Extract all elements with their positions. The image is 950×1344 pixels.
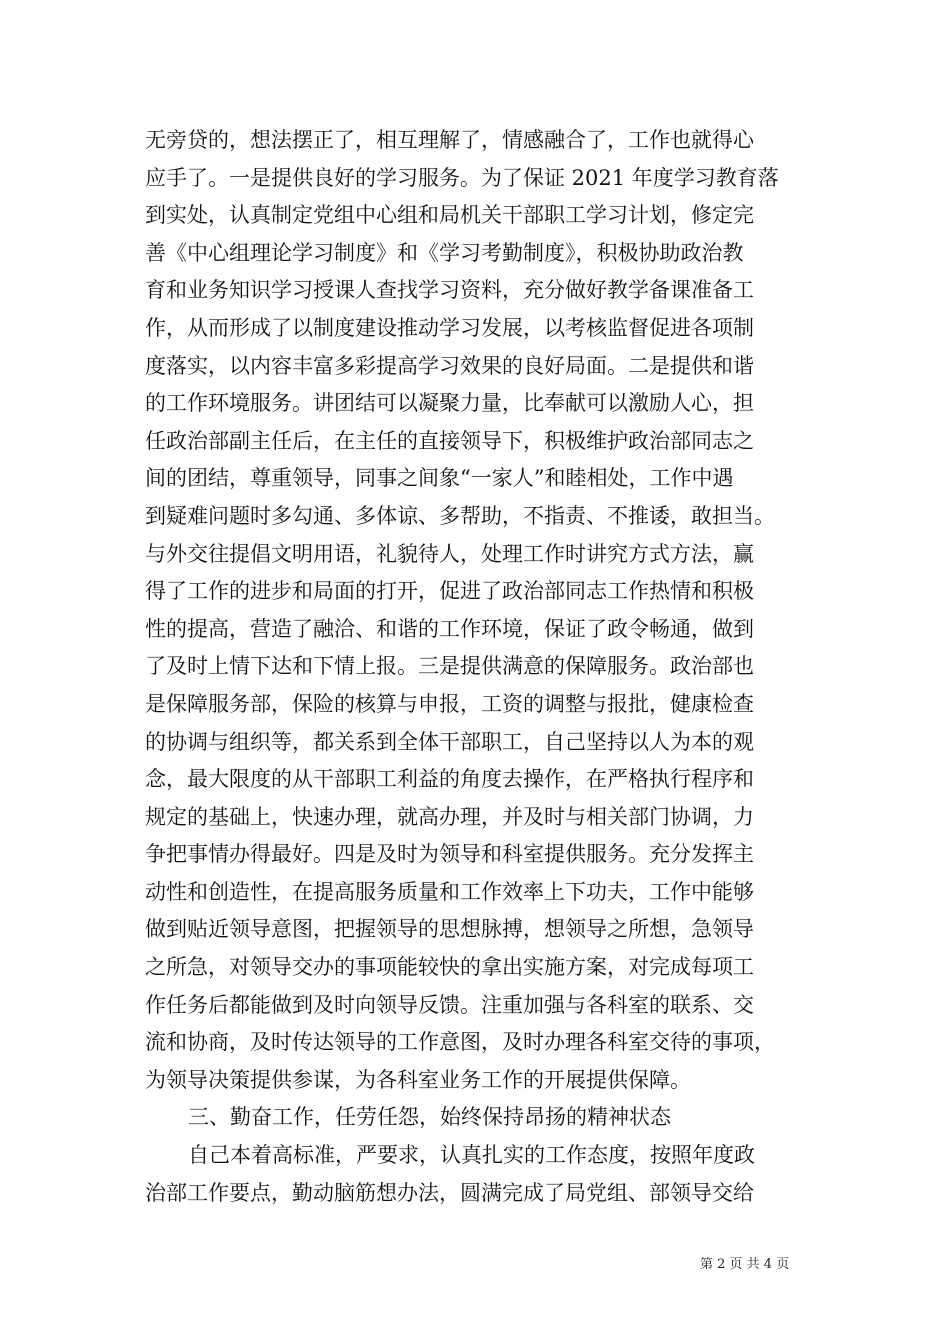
text-line: 做到贴近领导意图，把握领导的思想脉搏，想领导之所想，急领导 <box>145 917 754 942</box>
text-line: 治部工作要点，勤动脑筋想办法，圆满完成了局党组、部领导交给 <box>145 1180 754 1205</box>
text-line: 间的团结，尊重领导，同事之间象“一家人”和睦相处，工作中遇 <box>145 466 734 491</box>
text-line: 得了工作的进步和局面的打开，促进了政治部同志工作热情和积极 <box>145 579 754 604</box>
page-number-footer: 第 2 页 共 4 页 <box>700 1257 790 1272</box>
text-line: 规定的基础上，快速办理，就高办理，并及时与相关部门协调，力 <box>145 804 754 829</box>
text-line: 作，从而形成了以制度建设推动学习发展，以考核监督促进各项制 <box>145 315 754 340</box>
text-line: 念，最大限度的从干部职工利益的角度去操作，在严格执行程序和 <box>145 767 754 792</box>
text-line: 到实处，认真制定党组中心组和局机关干部职工学习计划，修定完 <box>145 203 754 228</box>
text-line: 流和协商，及时传达领导的工作意图，及时办理各科室交待的事项， <box>145 1030 775 1055</box>
text-line: 的协调与组织等，都关系到全体干部职工，自己坚持以人为本的观 <box>145 729 754 754</box>
text-line: 是保障服务部，保险的核算与申报，工资的调整与报批，健康检查 <box>145 691 754 716</box>
text-line: 争把事情办得最好。四是及时为领导和科室提供服务。充分发挥主 <box>145 842 754 867</box>
text-line: 了及时上情下达和下情上报。三是提供满意的保障服务。政治部也 <box>145 654 754 679</box>
text-line: 性的提高，营造了融洽、和谐的工作环境，保证了政令畅通，做到 <box>145 616 754 641</box>
text-line: 度落实，以内容丰富多彩提高学习效果的良好局面。二是提供和谐 <box>145 353 754 378</box>
text-line: 为领导决策提供参谋，为各科室业务工作的开展提供保障。 <box>145 1067 691 1092</box>
text-line: 育和业务知识学习授课人查找学习资料，充分做好教学备课准备工 <box>145 278 754 303</box>
text-line: 自己本着高标准，严要求，认真扎实的工作态度，按照年度政 <box>188 1143 755 1168</box>
text-line: 与外交往提倡文明用语，礼貌待人，处理工作时讲究方式方法，赢 <box>145 541 754 566</box>
text-line: 到疑难问题时多勾通、多体谅、多帮助，不指责、不推诿，敢担当。 <box>145 503 775 528</box>
body-text <box>145 122 825 1212</box>
text-line: 善《中心组理论学习制度》和《学习考勤制度》，积极协助政治教 <box>145 240 744 265</box>
text-line: 无旁贷的，想法摆正了，相互理解了，情感融合了，工作也就得心 <box>145 128 754 152</box>
section-heading: 三、勤奋工作，任劳任怨，始终保持昂扬的精神状态 <box>188 1105 671 1130</box>
text-line: 应手了。一是提供良好的学习服务。为了保证 2021 年度学习教育落 <box>145 165 779 190</box>
text-line: 任政治部副主任后，在主任的直接领导下，积极维护政治部同志之 <box>145 428 754 453</box>
text-line: 作任务后都能做到及时向领导反馈。注重加强与各科室的联系、交 <box>145 992 754 1017</box>
text-line: 动性和创造性，在提高服务质量和工作效率上下功夫，工作中能够 <box>145 879 754 904</box>
text-line: 之所急，对领导交办的事项能较快的拿出实施方案，对完成每项工 <box>145 955 754 980</box>
text-line: 的工作环境服务。讲团结可以凝聚力量，比奉献可以激励人心，担 <box>145 391 754 416</box>
